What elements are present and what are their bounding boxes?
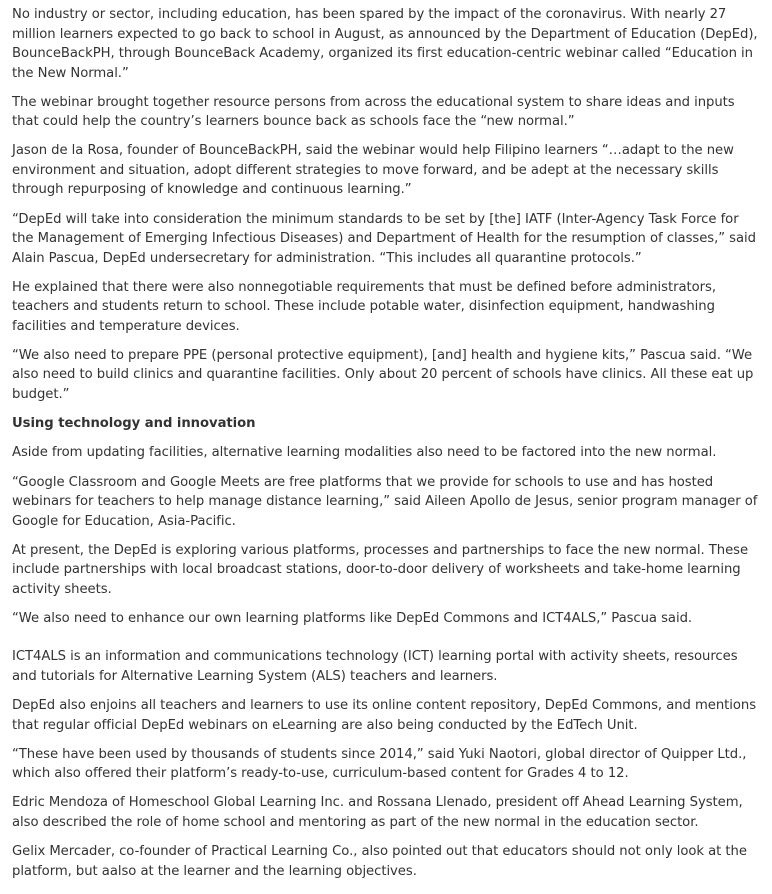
- paragraph-deped-standards: “DepEd will take into consideration the minimum standards to be set by [the] IATF (Inter-Agency Task Force for the Management of Emerging Infectious Diseases) and Department of Health for the resumption of classes,” said Alain Pascua, DepEd undersecretary for administration. “This includes all quarantine protocols.”: [12, 211, 756, 266]
- paragraph-requirements: He explained that there were also nonnegotiable requirements that must be defined before administrators, teachers and students return to school. These include potable water, disinfection equipment, handwashing facilities and temperature devices.: [12, 279, 716, 334]
- paragraph-homeschool: Edric Mendoza of Homeschool Global Learning Inc. and Rossana Llenado, president off Ahead Learning System, also described the role of home school and mentoring as part of the new normal in the education sector.: [12, 795, 743, 830]
- section-heading: Using technology and innovation: [12, 416, 256, 432]
- paragraph-platforms: At present, the DepEd is exploring various platforms, processes and partnerships to face the new normal. These include partnerships with local broadcast stations, door-to-door delivery of worksheets and take-home learning activity sheets.: [12, 542, 749, 597]
- paragraph-quipper: “These have been used by thousands of students since 2014,” said Yuki Naotori, global director of Quipper Ltd., which also offered their platform’s ready-to-use, curriculum-based content for Grades 4 to 12.: [12, 746, 747, 782]
- paragraph-jason-de-la-rosa: Jason de la Rosa, founder of BounceBackPH, said the webinar would help Filipino learners “…adapt to the new environment and situation, adopt different strategies to move forward, and be adept at the necessary skills through repurposing of knowledge and continuous learning.”: [12, 143, 734, 198]
- paragraph-practical-learning: Gelix Mercader, co-founder of Practical Learning Co., also pointed out that educators should not only look at the platform, but aalso at the learner and the learning objectives.: [12, 844, 747, 879]
- paragraph-ppe: “We also need to prepare PPE (personal protective equipment), [and] health and hygiene kits,” Pascua said. “We also need to build clinics and quarantine facilities. Only about 20 percent of schools have clinics. All these eat up budget.”: [12, 347, 754, 402]
- paragraph-webinar: The webinar brought together resource persons from across the educational system to share ideas and inputs that could help the country’s learners bounce back as schools face the “new normal.”: [12, 94, 735, 130]
- paragraph-intro: No industry or sector, including education, has been spared by the impact of the coronavirus. With nearly 27 million learners expected to go back to school in August, as announced by the Department of Education (DepEd), BounceBackPH, through BounceBack Academy, organized its first education-centric webinar called “Education in the New Normal.”: [12, 7, 758, 81]
- paragraph-edtech-unit: DepEd also enjoins all teachers and learners to use its online content repository, DepEd Commons, and mentions that regular official DepEd webinars on eLearning are also being conducted by the EdTech Unit.: [12, 698, 757, 733]
- paragraph-ict4als: ICT4ALS is an information and communications technology (ICT) learning portal with activity sheets, resources and tutorials for Alternative Learning System (ALS) teachers and learners.: [12, 649, 738, 684]
- paragraph-google-classroom: “Google Classroom and Google Meets are free platforms that we provide for schools to use and has hosted webinars for teachers to help manage distance learning,” said Aileen Apollo de Jesus, senior program manager of Google for Education, Asia-Pacific.: [12, 474, 758, 529]
- paragraph-alternative-modalities: Aside from updating facilities, alternative learning modalities also need to be factored into the new normal.: [12, 445, 717, 461]
- paragraph-deped-commons: “We also need to enhance our own learning platforms like DepEd Commons and ICT4ALS,” Pascua said.: [12, 610, 693, 626]
